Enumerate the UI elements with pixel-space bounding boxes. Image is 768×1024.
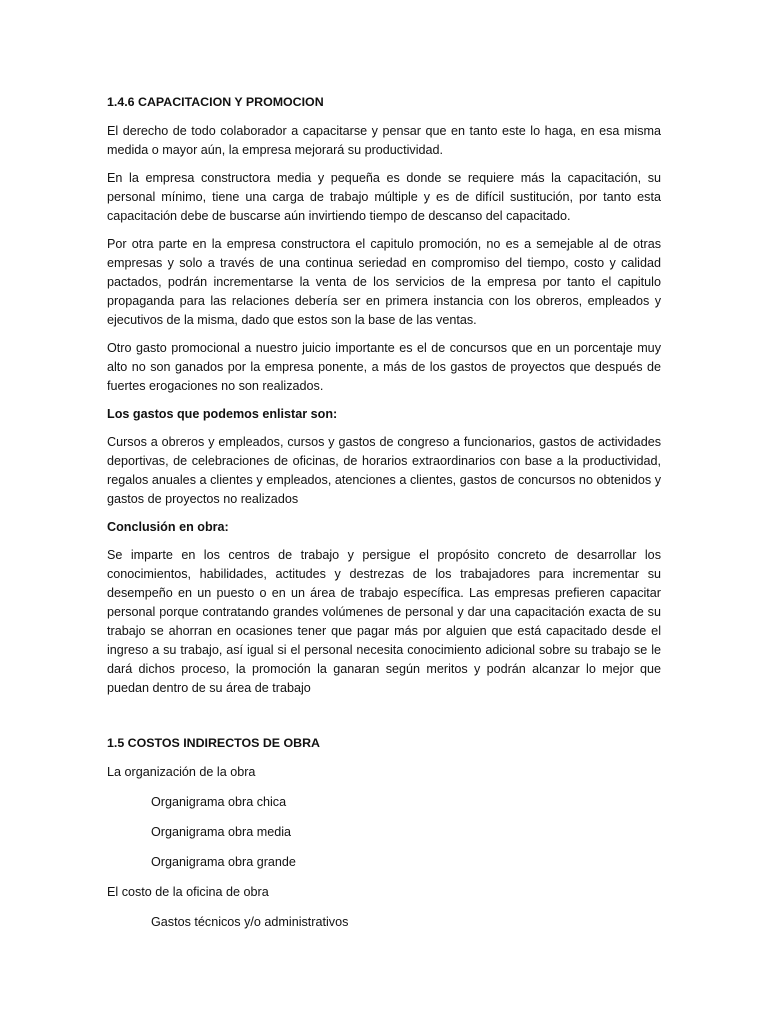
list-item-org-media: Organigrama obra media	[151, 825, 292, 839]
list-item-org-chica: Organigrama obra chica	[151, 795, 287, 809]
paragraph: Otro gasto promocional a nuestro juicio importante es el de concursos que en un porcentaje muy alto no son ganados por la empresa ponente, a más de los gastos de proyectos que después de fuertes erogaciones no son realizados.	[107, 341, 661, 393]
section-heading-15: 1.5 COSTOS INDIRECTOS DE OBRA	[107, 736, 320, 750]
paragraph: Por otra parte en la empresa constructora el capitulo promoción, no es a semejable al de otras empresas y solo a través de una continua seriedad en compromiso del tiempo, costo y calidad pactados, podrán incrementarse la venta de los servicios de la empresa por tanto el capitulo propaganda para las relaciones debería ser en primera instancia con los obreros, empleados y ejecutivos de la misma, dado que estos son la base de las ventas.	[107, 237, 661, 327]
expenses-label: Los gastos que podemos enlistar son:	[107, 407, 338, 421]
paragraph: El derecho de todo colaborador a capacitarse y pensar que en tanto este lo haga, en esa misma medida o mayor aún, la empresa mejorará su productividad.	[107, 124, 661, 157]
conclusion-label: Conclusión en obra:	[107, 520, 229, 534]
paragraph: En la empresa constructora media y pequeña es donde se requiere más la capacitación, su personal mínimo, tiene una carga de trabajo múltiple y es de difícil sustitución, por tanto esta capacitación debe de buscarse aún invirtiendo tiempo de descanso del capacitado.	[107, 171, 661, 223]
section-heading-146: 1.4.6 CAPACITACION Y PROMOCION	[107, 95, 324, 109]
list-item-org-grande: Organigrama obra grande	[151, 855, 296, 869]
org-label: La organización de la obra	[107, 765, 256, 779]
office-label: El costo de la oficina de obra	[107, 885, 269, 899]
expenses-paragraph: Cursos a obreros y empleados, cursos y gastos de congreso a funcionarios, gastos de actividades deportivas, de celebraciones de oficinas, de horarios extraordinarios con base a la productividad, regalos anuales a clientes y empleados, atenciones a clientes, gastos de concursos no obtenidos y gastos de proyectos no realizados	[107, 435, 661, 506]
document-body	[107, 93, 661, 943]
section-spacer	[107, 707, 661, 734]
list-item-gastos-tecnicos: Gastos técnicos y/o administrativos	[151, 915, 349, 929]
conclusion-paragraph: Se imparte en los centros de trabajo y persigue el propósito concreto de desarrollar los conocimientos, habilidades, actitudes y destrezas de los trabajadores para incrementar su desempeño en un puesto o en un área de trabajo específica. Las empresas prefieren capacitar personal porque contratando grandes volúmenes de personal y dar una capacitación exacta de su trabajo se ahorran en ocasiones tener que pagar más por alguien que está capacitado desde el ingreso a su trabajo, así igual si el personal necesita conocimiento adicional sobre su trabajo se le dará dichos proceso, la promoción la ganaran según meritos y podrán alcanzar lo mejor que puedan dentro de su área de trabajo	[107, 548, 661, 695]
